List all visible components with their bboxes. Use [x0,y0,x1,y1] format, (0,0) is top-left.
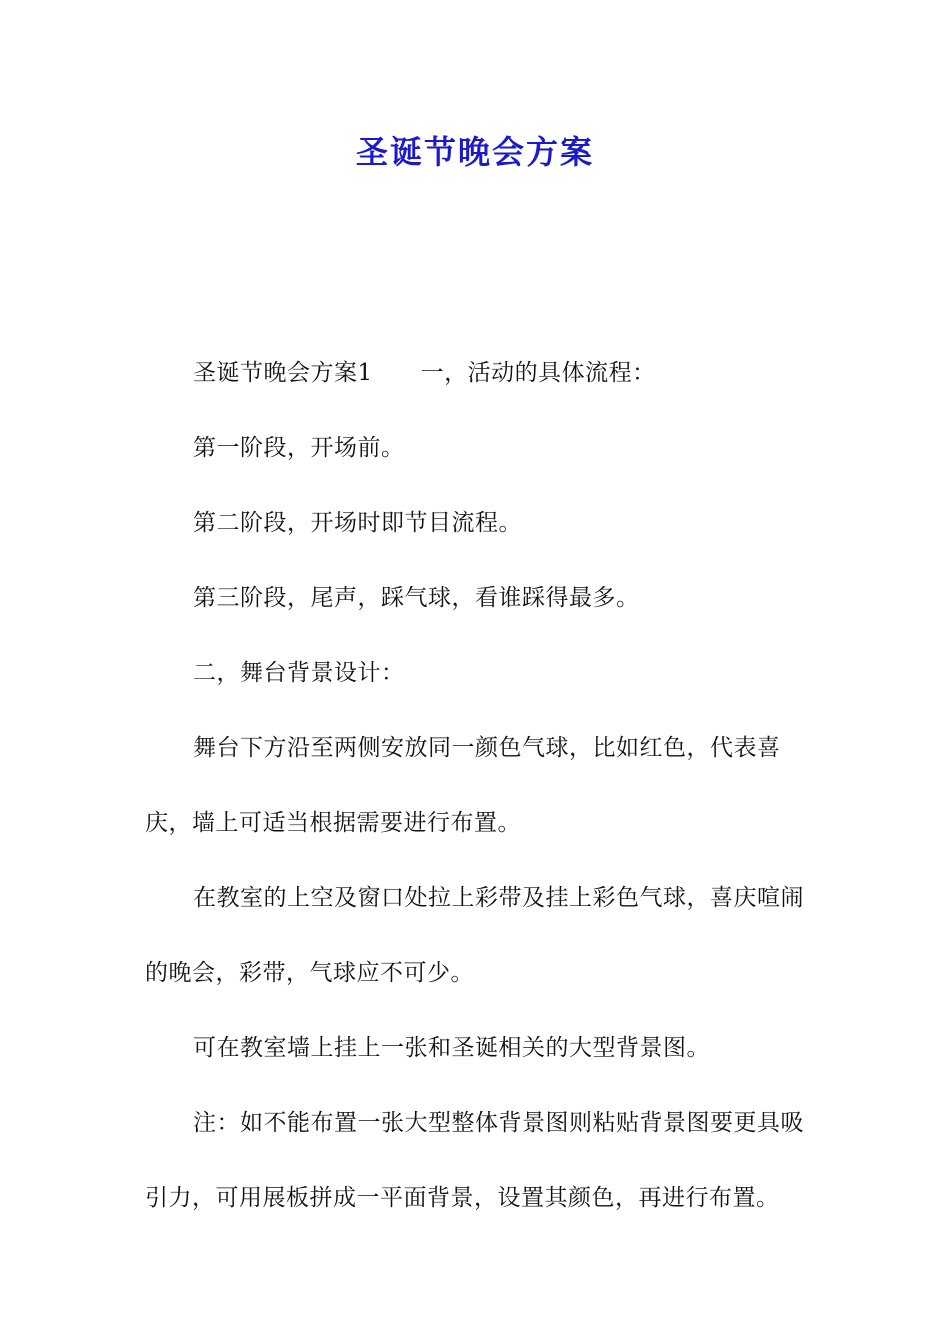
document-body [145,336,805,1236]
paragraph-7: 在教室的上空及窗口处拉上彩带及挂上彩色气球，喜庆喧闹的晚会，彩带，气球应不可少。 [145,885,804,986]
paragraph-3: 第二阶段，开场时即节目流程。 [193,510,522,536]
document-title: 圣诞节晚会方案 [355,133,594,171]
paragraph-8: 可在教室墙上挂上一张和圣诞相关的大型背景图。 [193,1035,710,1061]
paragraph-1 [145,336,805,411]
paragraph-1-rest: 一，活动的具体流程： [420,360,656,386]
paragraph-1-lead: 圣诞节晚会方案1 [193,360,373,386]
paragraph-4: 第三阶段，尾声，踩气球，看谁踩得最多。 [193,585,640,611]
paragraph-2: 第一阶段，开场前。 [193,435,405,461]
paragraph-9: 注：如不能布置一张大型整体背景图则粘贴背景图要更具吸引力，可用展板拼成一平面背景，设置其颜色，再进行布置。 [145,1110,804,1211]
paragraph-6: 舞台下方沿至两侧安放同一颜色气球，比如红色，代表喜庆，墙上可适当根据需要进行布置。 [145,735,781,836]
paragraph-5: 二，舞台背景设计： [193,660,405,686]
